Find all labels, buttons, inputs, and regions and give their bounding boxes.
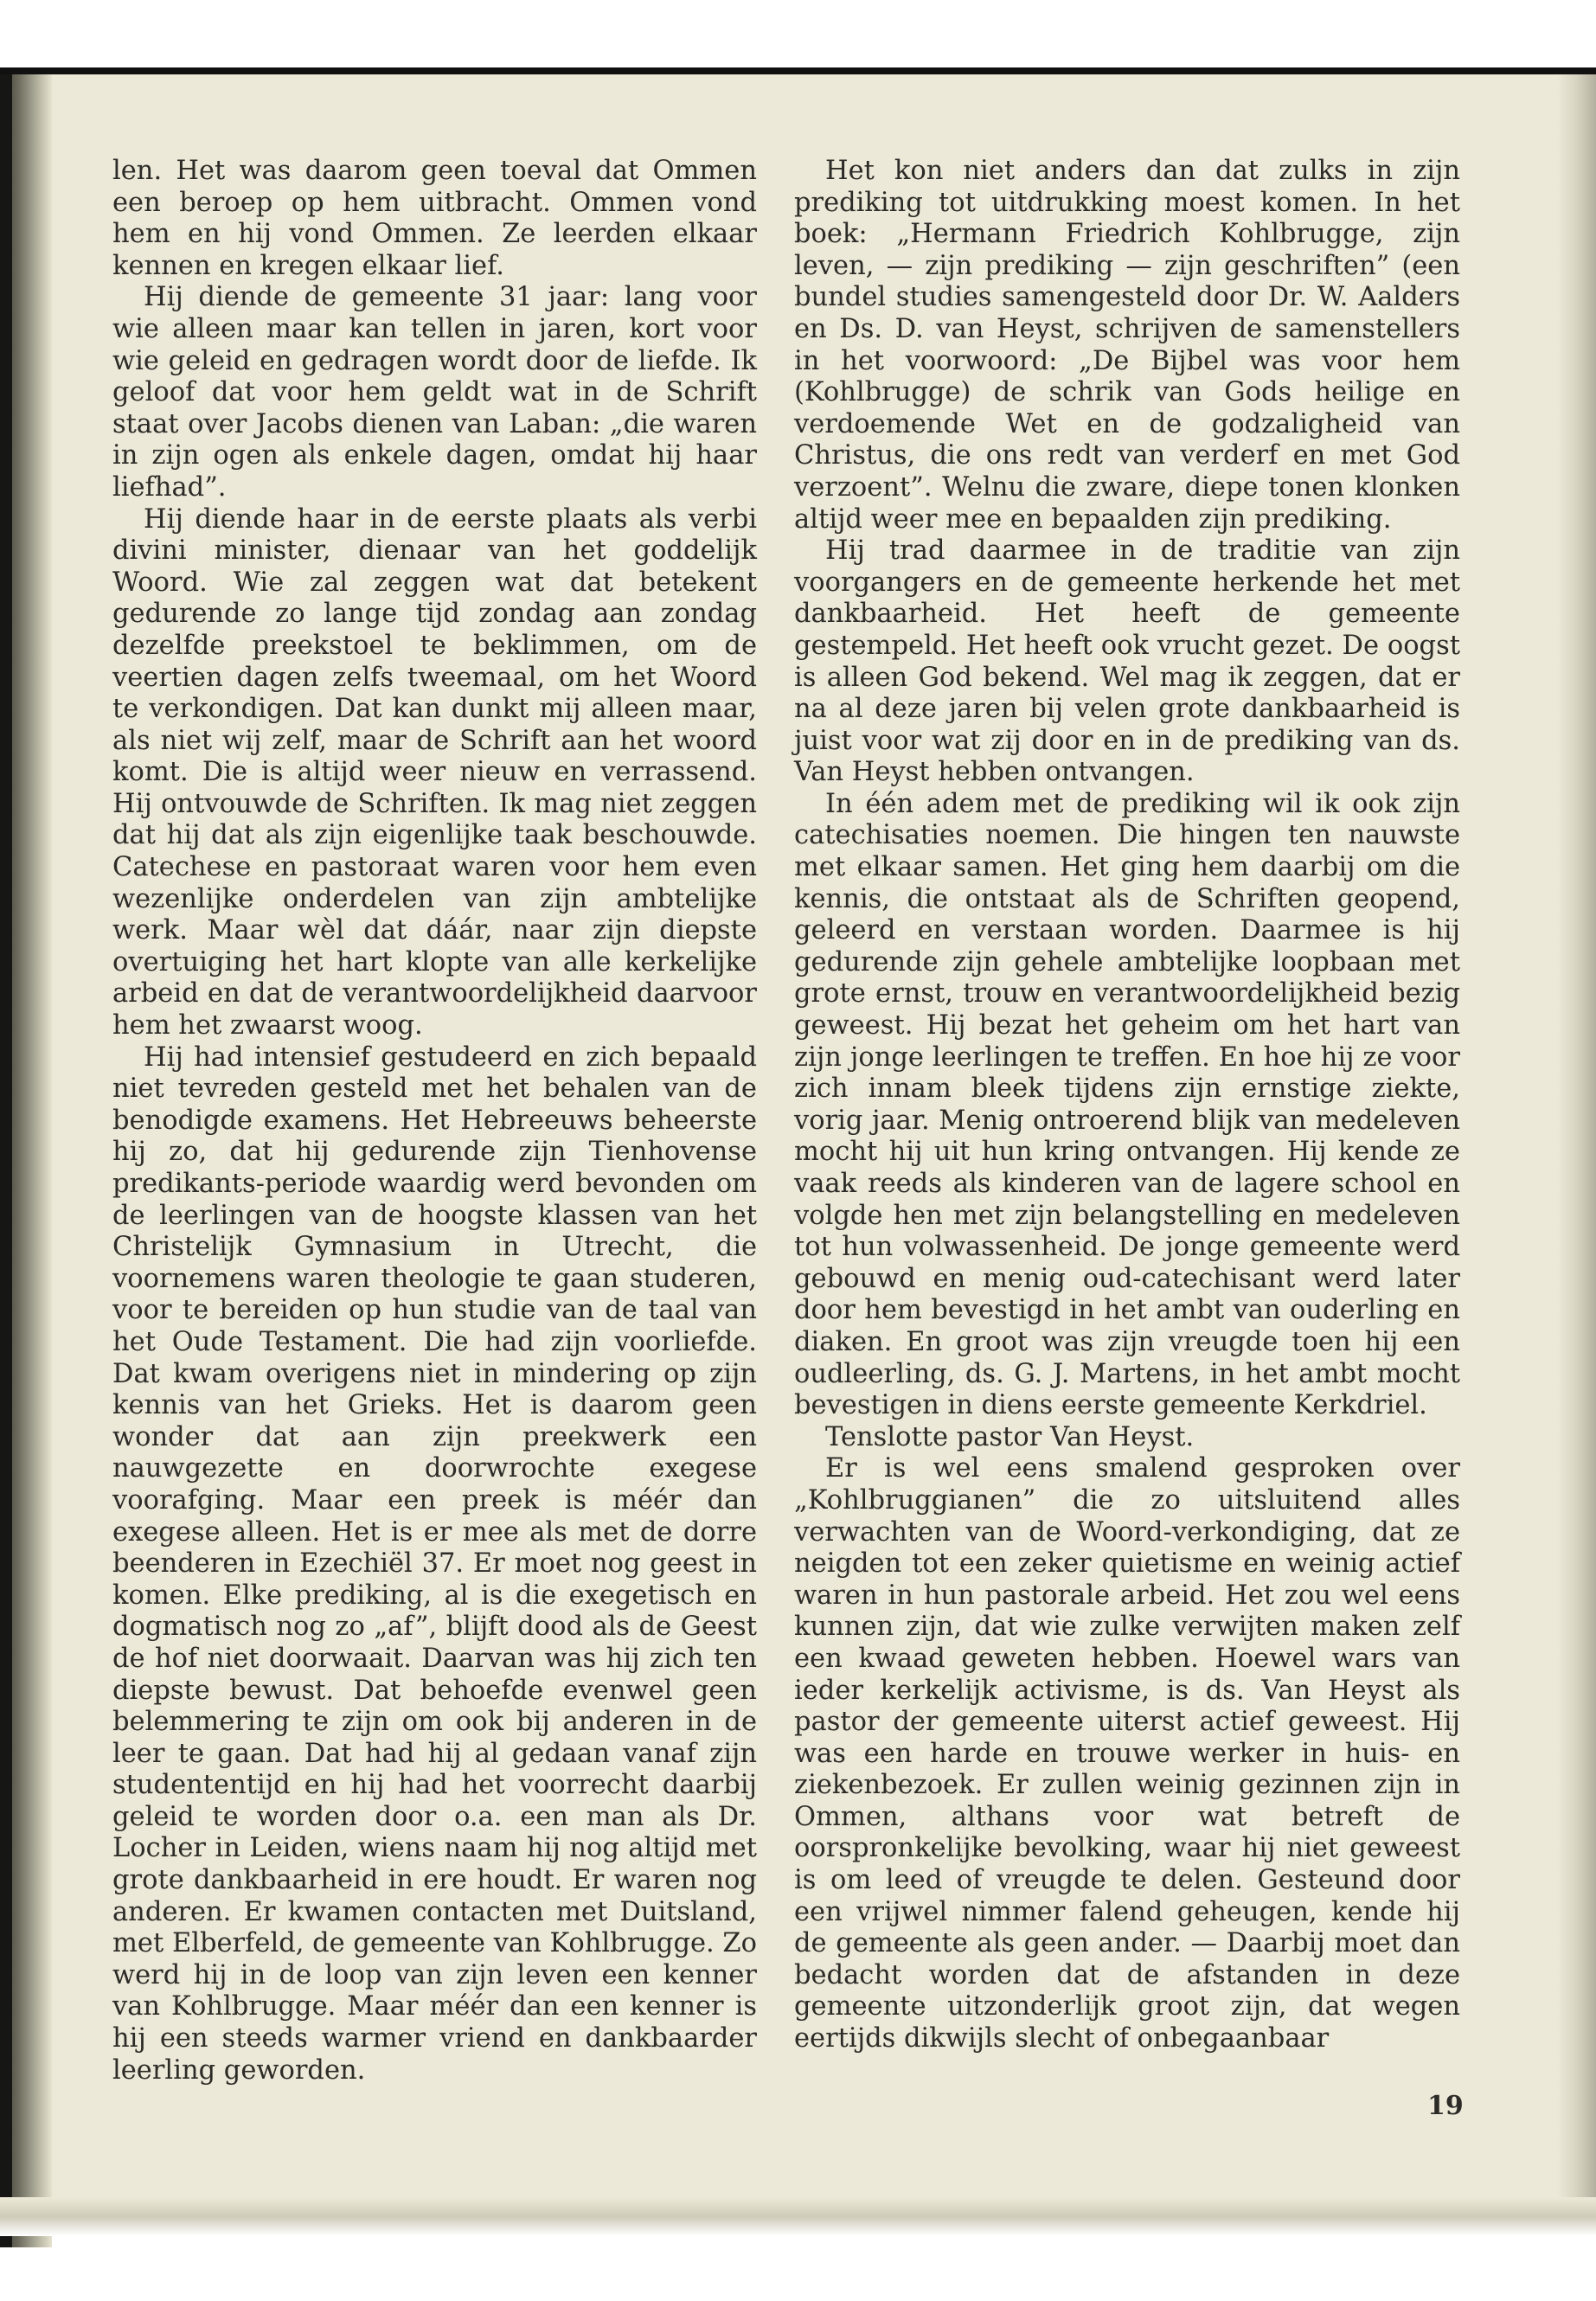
page-number: 19: [1427, 2091, 1464, 2121]
scan-top-border: [0, 67, 1596, 74]
paragraph: Hij had intensief gestudeerd en zich bepaald niet tevreden gesteld met het behalen van de benodigde examens. Het Hebreeuws beheerste hij zo, dat hij gedurende zijn Tienhovense predikants-periode waardig werd bevonden om de leerlingen van de hoogste klassen van het Christelijk Gymnasium in Utrecht, die voornemens waren theologie te gaan studeren, voor te bereiden op hun studie van de taal van het Oude Testament. Die had zijn voorliefde. Dat kwam overigens niet in mindering op zijn kennis van het Grieks. Het is daarom geen wonder dat aan zijn preekwerk een nauwgezette en doorwrochte exegese voorafging. Maar een preek is méér dan exegese alleen. Het is er mee als met de dorre beenderen in Ezechiël 37. Er moet nog geest in komen. Elke prediking, al is die exegetisch en dogmatisch nog zo „af”, blijft dood als de Geest de hof niet doorwaait. Daarvan was hij zich ten diepste bewust. Dat behoefde evenwel geen belemmering te zijn om ook bij anderen in de leer te gaan. Dat had hij al gedaan vanaf zijn studententijd en hij had het voorrecht daarbij geleid te worden door o.a. een man als Dr. Locher in Leiden, wiens naam hij nog altijd met grote dankbaarheid in ere houdt. Er waren nog anderen. Er kwamen contacten met Duitsland, met Elberfeld, de gemeente van Kohlbrugge. Zo werd hij in de loop van zijn leven een kenner van Kohlbrugge. Maar méér dan een kenner is hij een steeds warmer vriend en dankbaarder leerling geworden.: [112, 1042, 757, 2086]
paragraph: len. Het was daarom geen toeval dat Ommen een beroep op hem uitbracht. Ommen vond hem en hij vond Ommen. Ze leerden elkaar kennen en kregen elkaar lief.: [112, 156, 757, 281]
paragraph: Hij trad daarmee in de traditie van zijn voorgangers en de gemeente herkende het met dankbaarheid. Het heeft de gemeente gestempeld. Het heeft ook vrucht gezet. De oogst is alleen God bekend. Wel mag ik zeggen, dat er na al deze jaren bij velen grote dankbaarheid is juist voor wat zij door en in de prediking van ds. Van Heyst hebben ontvangen.: [794, 535, 1460, 788]
paragraph: Er is wel eens smalend gesproken over „Kohlbruggianen” die zo uitsluitend alles verwachten van de Woord-verkondiging, dat ze neigden tot een zeker quietisme en weinig actief waren in hun pastorale arbeid. Het zou wel eens kunnen zijn, dat wie zulke verwijten maken zelf een kwaad geweten hebben. Hoewel wars van ieder kerkelijk activisme, is ds. Van Heyst als pastor der gemeente uiterst actief geweest. Hij was een harde en trouwe werker in huis- en ziekenbezoek. Er zullen weinig gezinnen zijn in Ommen, althans voor wat betreft de oorspronkelijke bevolking, waar hij niet geweest is om leed of vreugde te delen. Gesteund door een vrijwel nimmer falend geheugen, kende hij de gemeente als geen ander. — Daarbij moet dan bedacht worden dat de afstanden in deze gemeente uitzonderlijk groot zijn, dat wegen eertijds dikwijls slecht of onbegaanbaar: [794, 1453, 1460, 2054]
paragraph: Het kon niet anders dan dat zulks in zijn prediking tot uitdrukking moest komen. In het boek: „Hermann Friedrich Kohlbrugge, zijn leven, — zijn prediking — zijn geschriften” (een bundel studies samengesteld door Dr. W. Aalders en Ds. D. van Heyst, schrijven de samenstellers in het voorwoord: „De Bijbel was voor hem (Kohlbrugge) de schrik van Gods heilige en verdoemende Wet en de godzaligheid van Christus, die ons redt van verderf en met God verzoent”. Welnu die zware, diepe tonen klonken altijd weer mee en bepaalden zijn prediking.: [794, 156, 1460, 535]
paragraph: Hij diende haar in de eerste plaats als verbi divini minister, dienaar van het goddelijk Woord. Wie zal zeggen wat dat betekent gedurende zo lange tijd zondag aan zondag dezelfde preekstoel te beklimmen, om de veertien dagen zelfs tweemaal, om het Woord te verkondigen. Dat kan dunkt mij alleen maar, als niet wij zelf, maar de Schrift aan het woord komt. Die is altijd weer nieuw en verrassend. Hij ontvouwde de Schriften. Ik mag niet zeggen dat hij dat als zijn eigenlijke taak beschouwde. Catechese en pastoraat waren voor hem even wezenlijke onderdelen van zijn ambtelijke werk. Maar wèl dat dáár, naar zijn diepste overtuiging het hart klopte van alle kerkelijke arbeid en dat de verantwoordelijkheid daarvoor hem het zwaarst woog.: [112, 503, 757, 1042]
paragraph: Hij diende de gemeente 31 jaar: lang voor wie alleen maar kan tellen in jaren, kort voor wie geleid en gedragen wordt door de liefde. Ik geloof dat voor hem geldt wat in de Schrift staat over Jacobs dienen van Laban: „die waren in zijn ogen als enkele dagen, omdat hij haar liefhad”.: [112, 282, 757, 503]
paragraph: In één adem met de prediking wil ik ook zijn catechisaties noemen. Die hingen ten nauwste met elkaar samen. Het ging hem daarbij om die kennis, die ontstaat als de Schriften geopend, geleerd en verstaan worden. Daarmee is hij gedurende zijn gehele ambtelijke loopbaan met grote ernst, trouw en verantwoordelijkheid bezig geweest. Hij bezat het geheim om het hart van zijn jonge leerlingen te treffen. En hoe hij ze voor zich innam bleek tijdens zijn ernstige ziekte, vorig jaar. Menig ontroerend blijk van medeleven mocht hij uit hun kring ontvangen. Hij kende ze vaak reeds als kinderen van de lagere school en volgde hen met zijn belangstelling en medeleven tot hun volwassenheid. De jonge gemeente werd gebouwd en menig oud-catechisant werd later door hem bevestigd in het ambt van ouderling en diaken. En groot was zijn vreugde toen hij een oudleerling, ds. G. J. Martens, in het ambt mocht bevestigen in diens eerste gemeente Kerkdriel.: [794, 788, 1460, 1421]
page-right-edge-shadow: [1557, 74, 1596, 2202]
paragraph: Tenslotte pastor Van Heyst.: [825, 1421, 1195, 1452]
page-bottom-shadow: [0, 2197, 1596, 2236]
right-text-column: [794, 156, 1460, 2055]
book-spine-edge: [0, 67, 12, 2247]
left-text-column: [112, 156, 757, 2086]
